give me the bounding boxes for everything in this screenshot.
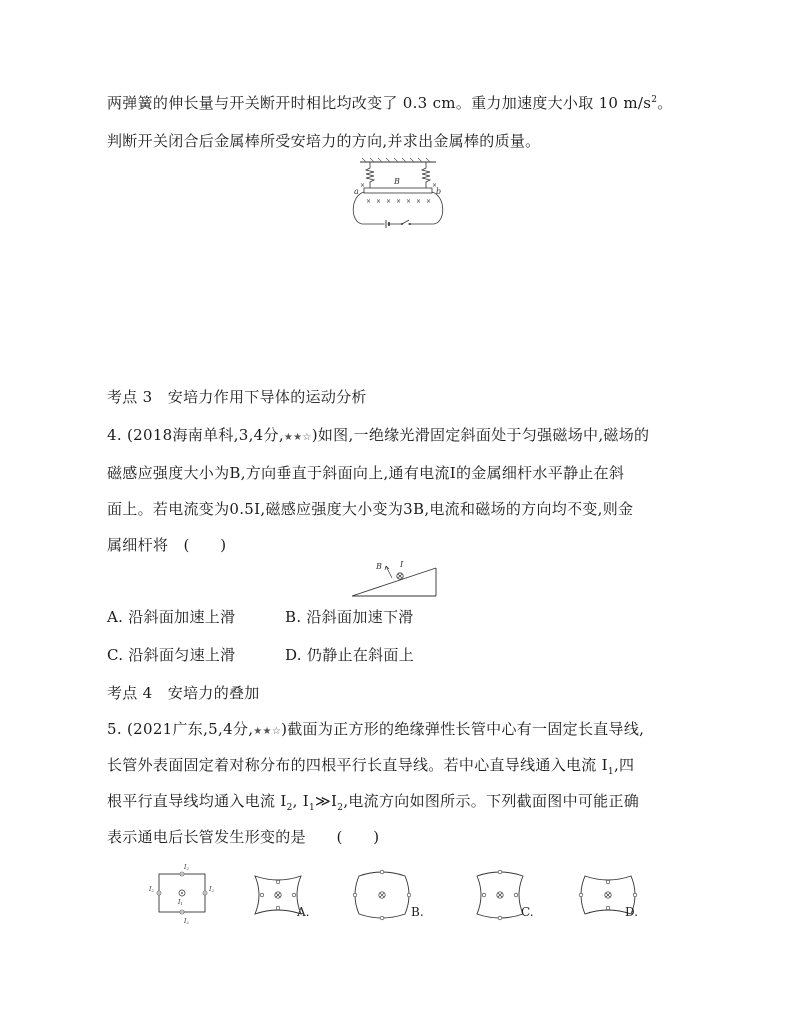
label-B: B: [376, 562, 382, 571]
svg-text:C.: C.: [521, 905, 534, 919]
option-a-section: [255, 876, 309, 919]
label-b: b: [436, 187, 442, 196]
label-a: a: [354, 187, 359, 196]
problem3-line1: 两弹簧的伸长量与开关断开时相比均改变了 0.3 cm。重力加速度大小取 10 $m/s^2$。: [107, 94, 673, 112]
svg-text:×: ×: [416, 198, 422, 205]
svg-text:I2: I2: [184, 918, 189, 925]
problem4-line1: 4. (2018海南单科,3,4分,★★☆)如图,一绝缘光滑固定斜面处于匀强磁场中,磁场的: [107, 426, 650, 444]
svg-text:D.: D.: [625, 905, 639, 919]
svg-text:I2: I2: [184, 864, 189, 871]
problem5-line1: 5. (2021广东,5,4分,★★☆)截面为正方形的绝缘弹性长管中心有一固定长直导线,: [107, 720, 645, 738]
incline-figure: [352, 560, 442, 598]
svg-text:×: ×: [396, 198, 402, 205]
svg-text:×: ×: [376, 198, 382, 205]
option-c-section: [477, 870, 534, 920]
svg-text:×: ×: [432, 182, 438, 189]
svg-text:I2: I2: [149, 886, 154, 893]
spring-rod-figure: [350, 158, 460, 233]
label-I: I: [400, 560, 404, 569]
problem4-line2: 磁感应强度大小为B,方向垂直于斜面向上,通有电流I的金属细杆水平静止在斜: [107, 464, 625, 482]
option-b: B. 沿斜面加速下滑: [285, 608, 414, 626]
label-B: B: [394, 177, 400, 186]
option-d-section: [579, 876, 638, 919]
original-square: [148, 864, 214, 925]
problem5-line2: 长管外表面固定着对称分布的四根平行长直导线。若中心直导线通入电流 $I_1$,四: [107, 756, 635, 777]
section-3-heading: 考点 3 安培力作用下导体的运动分析: [107, 388, 367, 406]
option-c: C. 沿斜面匀速上滑: [107, 646, 236, 664]
section-4-heading: 考点 4 安培力的叠加: [107, 684, 260, 702]
difficulty-star-icon: ★★☆: [283, 432, 312, 443]
cross-section-figure: [145, 858, 665, 928]
problem5-line3: 根平行直导线均通入电流 $I_2$, $I_1≫I_2$,电流方向如图所示。下列截面图中可能正确: [107, 792, 640, 813]
problem5-line4: 表示通电后长管发生形变的是 ( ): [107, 828, 380, 846]
svg-text:×: ×: [386, 198, 392, 205]
svg-text:×: ×: [406, 198, 412, 205]
problem3-line2: 判断开关闭合后金属棒所受安培力的方向,并求出金属棒的质量。: [107, 132, 541, 150]
svg-text:B.: B.: [411, 905, 424, 919]
option-d: D. 仍静止在斜面上: [285, 646, 415, 664]
option-b-section: [353, 870, 423, 920]
svg-text:×: ×: [360, 182, 366, 189]
svg-text:×: ×: [366, 198, 372, 205]
svg-text:×: ×: [426, 198, 432, 205]
problem4-line3: 面上。若电流变为0.5I,磁感应强度大小变为3B,电流和磁场的方向均不变,则金: [107, 500, 634, 518]
svg-text:I2: I2: [209, 886, 214, 893]
difficulty-star-icon: ★★☆: [253, 726, 282, 737]
svg-text:A.: A.: [297, 905, 310, 919]
problem4-line4: 属细杆将 ( ): [107, 536, 227, 554]
option-a: A. 沿斜面加速上滑: [107, 608, 236, 626]
svg-text:I1: I1: [178, 899, 183, 906]
